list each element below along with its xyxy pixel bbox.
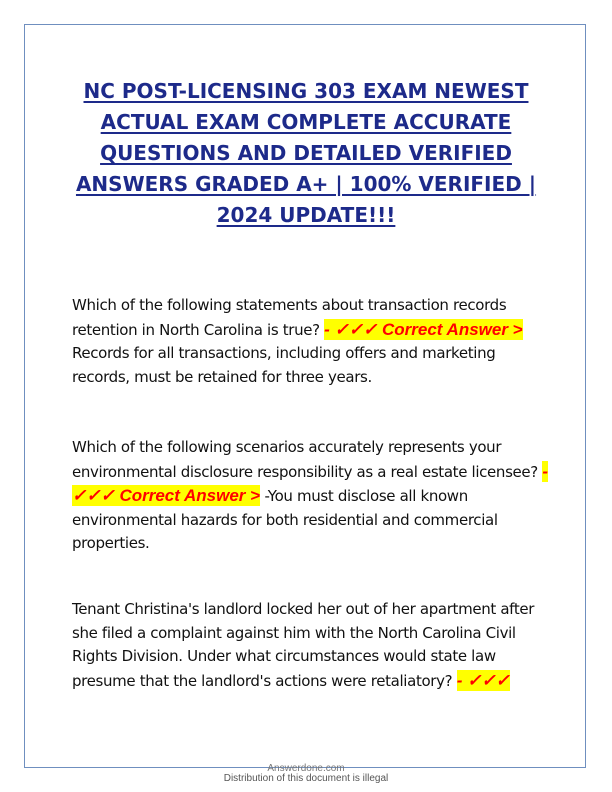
correct-answer-marker: - ✓✓✓ Correct Answer >	[72, 461, 548, 505]
footer-site: Answerdone.com	[267, 763, 345, 774]
question-text: Which of the following scenarios accurately represents your environmental disclosure responsibility as a real estate licensee?	[72, 438, 543, 481]
footer-notice: Distribution of this document is illegal	[223, 773, 389, 784]
correct-answer-marker: - ✓✓✓ Correct Answer >	[324, 319, 523, 339]
correct-answer-marker: - ✓✓✓	[456, 670, 510, 690]
answer-text: -You must disclose all known environmental hazards for both residential and commercial properties.	[72, 487, 498, 552]
qa-item-2	[72, 436, 550, 556]
qa-item-1	[72, 294, 550, 389]
qa-item-3	[72, 598, 550, 693]
question-text: Tenant Christina's landlord locked her out of her apartment after she filed a complaint against him with the North Carolina Civil Rights Division. Under what circumstances would state law presume that the landlord's actions were retaliatory?	[72, 600, 535, 690]
question-text: Which of the following statements about transaction records retention in North Carolina is true?	[72, 296, 507, 339]
document-title: NC POST-LICENSING 303 EXAM NEWEST ACTUAL EXAM COMPLETE ACCURATE QUESTIONS AND DETAILED VERIFIED ANSWERS GRADED A+ | 100% VERIFIED | 2024 UPDATE!!!	[75, 79, 537, 227]
answer-text: Records for all transactions, including offers and marketing records, must be retained for three years.	[72, 344, 496, 386]
